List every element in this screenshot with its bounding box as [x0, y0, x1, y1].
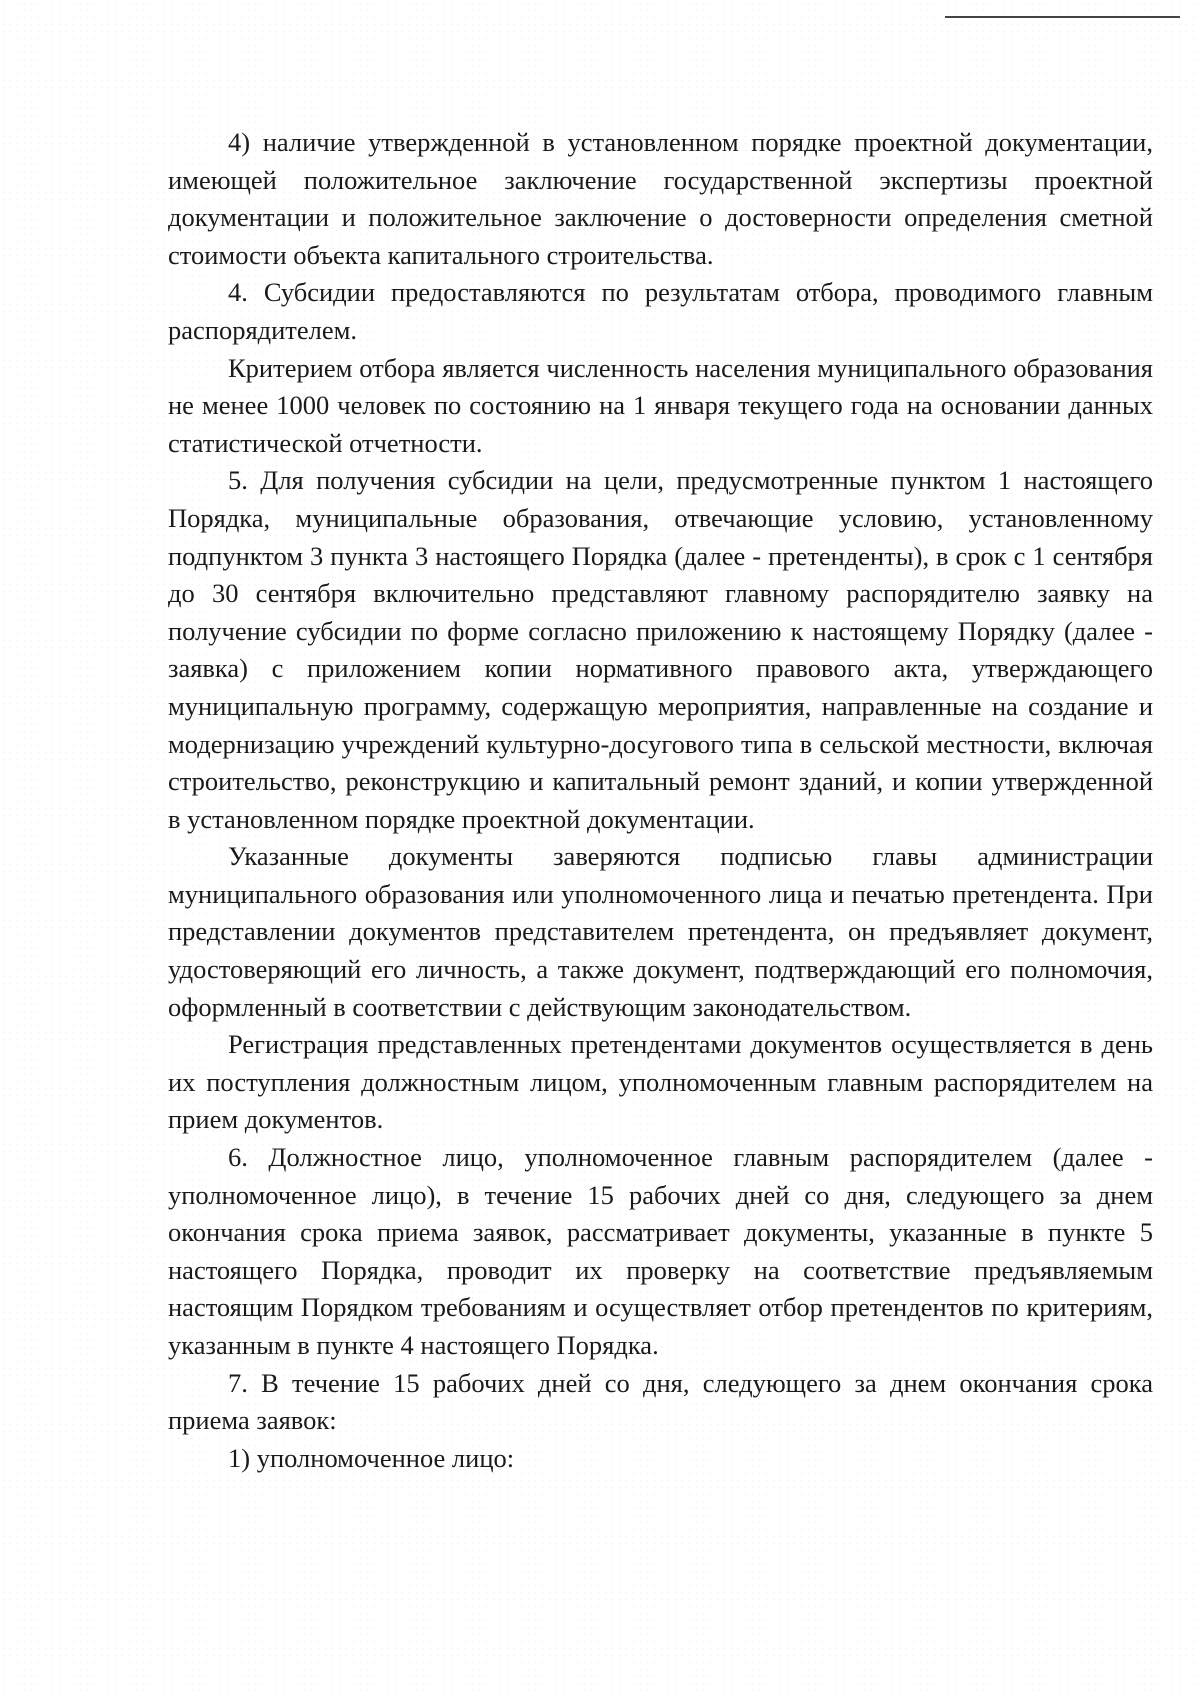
paragraph-4: 4. Субсидии предоставляются по результатам отбора, проводимого главным распорядителем.	[168, 277, 1153, 345]
paragraph-5: 5. Для получения субсидии на цели, предусмотренные пунктом 1 настоящего Порядка, муниципальные образования, отвечающие условию, установленному подпунктом 3 пункта 3 настоящего Порядка (далее - претенденты), в срок с 1 сентября до 30 сентября включительно представляют главному распорядителю заявку на получение субсидии по форме согласно приложению к настоящему Порядку (далее - заявка) с приложением копии нормативного правового акта, утверждающего муниципальную программу, содержащую мероприятия, направленные на создание и модернизацию учреждений культурно-досугового типа в сельской местности, включая строительство, реконструкцию и капитальный ремонт зданий, и копии утвержденной в установленном порядке проектной документации.	[168, 465, 1153, 834]
paragraph-6: 6. Должностное лицо, уполномоченное главным распорядителем (далее - уполномоченное лицо), в течение 15 рабочих дней со дня, следующего за днем окончания срока приема заявок, рассматривает документы, указанные в пункте 5 настоящего Порядка, проводит их проверку на соответствие предъявляемым настоящим Порядком требованиям и осуществляет отбор претендентов по критериям, указанным в пункте 4 настоящего Порядка.	[168, 1142, 1153, 1360]
paragraph-documents-certification: Указанные документы заверяются подписью главы администрации муниципального образования или уполномоченного лица и печатью претендента. При представлении документов представителем претендента, он предъявляет документ, удостоверяющий его личность, а также документ, подтверждающий его полномочия, оформленный в соответствии с действующим законодательством.	[168, 841, 1153, 1022]
paragraph-selection-criterion: Критерием отбора является численность населения муниципального образования не менее 1000 человек по состоянию на 1 января текущего года на основании данных статистической отчетности.	[168, 352, 1153, 458]
paragraph-7: 7. В течение 15 рабочих дней со дня, следующего за днем окончания срока приема заявок:	[168, 1367, 1153, 1436]
document-body	[168, 124, 1153, 1477]
top-rule-line	[945, 16, 1180, 18]
paragraph-4-item-4: 4) наличие утвержденной в установленном порядке проектной документации, имеющей положительное заключение государственной экспертизы проектной документации и положительное заключение о достоверности определения сметной стоимости объекта капитального строительства.	[168, 127, 1153, 270]
paragraph-registration: Регистрация представленных претендентами документов осуществляется в день их поступления должностным лицом, уполномоченным главным распорядителем на прием документов.	[168, 1029, 1153, 1135]
paragraph-7-item-1: 1) уполномоченное лицо:	[228, 1442, 515, 1473]
